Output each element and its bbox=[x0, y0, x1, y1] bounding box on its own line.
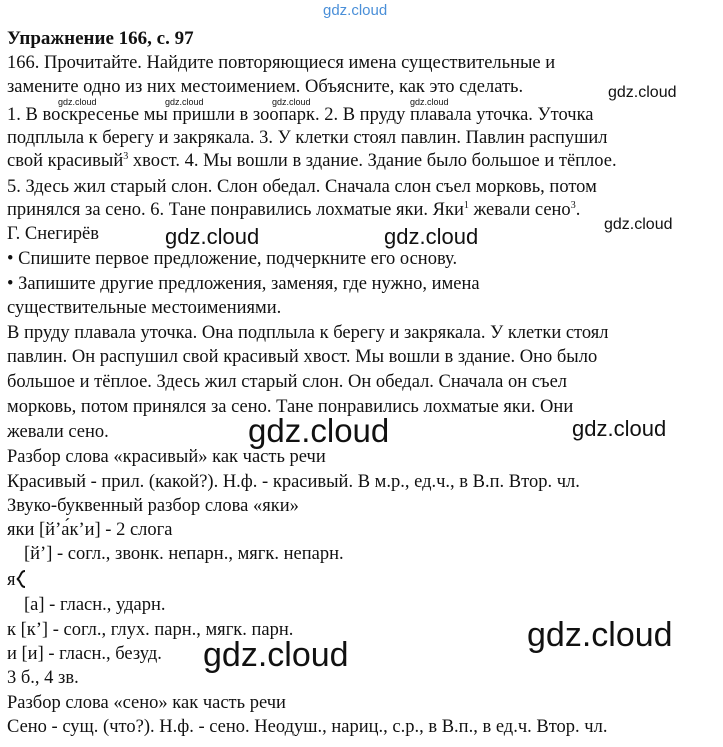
analysis-line: Красивый - прил. (какой?). Н.ф. - красивый. В м.р., ед.ч., в В.п. Втор. чл. bbox=[7, 472, 580, 492]
task-line: замените одно из них местоимением. Объясните, как это сделать. bbox=[7, 77, 524, 97]
analysis-line: к [к’] - согл., глух. парн., мягк. парн. bbox=[7, 620, 294, 640]
analysis-line: я bbox=[7, 569, 26, 591]
watermark: gdz.cloud bbox=[203, 636, 349, 674]
bullet-line: • Спишите первое предложение, подчеркните его основу. bbox=[7, 249, 458, 269]
watermark: gdz.cloud bbox=[165, 97, 204, 107]
answer-line: павлин. Он распушил свой красивый хвост. Мы вошли в здание. Оно было bbox=[7, 347, 598, 367]
text-line: принялся за сено. 6. Тане понравились лохматые яки. Яки$^1$ жевали сено$^3$. bbox=[7, 199, 581, 220]
bullet-line: • Запишите другие предложения, заменяя, где нужно, имена bbox=[7, 274, 480, 294]
analysis-line: [й’] - согл., звонк. непарн., мягк. непарн. bbox=[24, 544, 344, 564]
analysis-line: Звуко-буквенный разбор слова «яки» bbox=[7, 496, 299, 516]
watermark: gdz.cloud bbox=[248, 412, 390, 449]
brace-icon bbox=[16, 569, 26, 589]
footnote-mark: 1 bbox=[463, 199, 469, 211]
answer-line: жевали сено. bbox=[7, 422, 109, 442]
analysis-line: Разбор слова «сено» как часть речи bbox=[7, 693, 286, 713]
watermark: gdz.cloud bbox=[572, 416, 667, 441]
watermark: gdz.cloud bbox=[608, 84, 677, 101]
task-line: 166. Прочитайте. Найдите повторяющиеся имена существительные и bbox=[7, 53, 556, 73]
analysis-line: Разбор слова «красивый» как часть речи bbox=[7, 447, 326, 467]
text-line: подплыла к берегу и закрякала. 3. У клетки стоял павлин. Павлин распушил bbox=[7, 128, 608, 148]
watermark: gdz.cloud bbox=[527, 616, 673, 654]
bullet-line: существительные местоимениями. bbox=[7, 298, 282, 318]
watermark: gdz.cloud bbox=[272, 97, 311, 107]
analysis-line: Сено - сущ. (что?). Н.ф. - сено. Неодуш., нариц., с.р., в В.п., в ед.ч. Втор. чл. bbox=[7, 717, 608, 737]
answer-line: В пруду плавала уточка. Она подплыла к берегу и закрякала. У клетки стоял bbox=[7, 323, 609, 343]
text-author: Г. Снегирёв bbox=[7, 224, 99, 244]
watermark: gdz.cloud bbox=[58, 97, 97, 107]
watermark: gdz.cloud bbox=[384, 224, 479, 249]
text-line: 5. Здесь жил старый слон. Слон обедал. Сначала слон съел морковь, потом bbox=[7, 177, 597, 197]
text-line: 1. В воскресенье мы пришли в зоопарк. 2. В пруду плавала уточка. Уточка bbox=[7, 105, 594, 125]
exercise-title: Упражнение 166, с. 97 bbox=[7, 28, 194, 49]
watermark: gdz.cloud bbox=[165, 224, 260, 249]
analysis-line: 3 б., 4 зв. bbox=[7, 668, 79, 688]
footnote-mark: 3 bbox=[570, 199, 576, 211]
text-line: свой красивый$^3$ хвост. 4. Мы вошли в здание. Здание было большое и тёплое. bbox=[7, 150, 617, 171]
analysis-line: [а] - гласн., ударн. bbox=[24, 595, 166, 615]
analysis-line: яки [й’а́к’и] - 2 слога bbox=[7, 520, 173, 540]
watermark-top: gdz.cloud bbox=[323, 2, 388, 19]
watermark: gdz.cloud bbox=[410, 97, 449, 107]
answer-line: морковь, потом принялся за сено. Тане понравились лохматые яки. Они bbox=[7, 397, 574, 417]
analysis-line: и [и] - гласн., безуд. bbox=[7, 644, 162, 664]
footnote-mark: 3 bbox=[123, 150, 129, 162]
watermark: gdz.cloud bbox=[604, 216, 673, 233]
answer-line: большое и тёплое. Здесь жил старый слон. Он обедал. Сначала он съел bbox=[7, 372, 568, 392]
